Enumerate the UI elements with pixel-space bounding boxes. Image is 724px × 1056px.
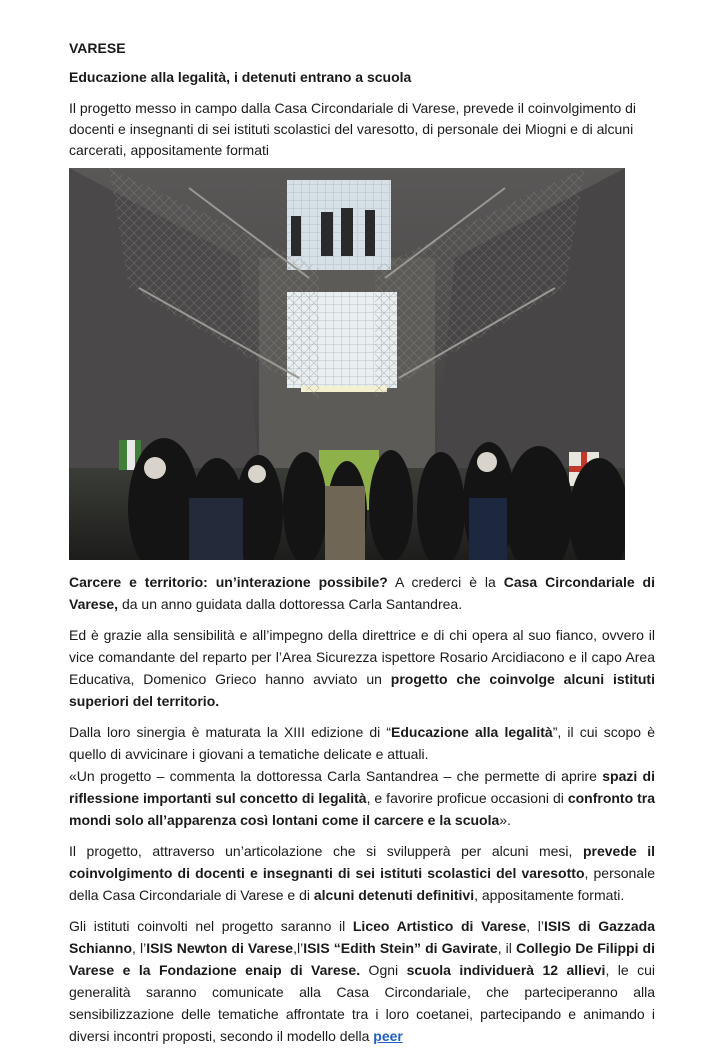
paragraph-1 <box>69 571 655 615</box>
paragraph-2 <box>69 624 655 712</box>
text-run-8: , il <box>497 940 516 956</box>
bold-run-9: Collegio De Filippi di Varese e la Fondazione enaip di Varese. <box>69 940 655 978</box>
paragraph-5 <box>69 915 655 1047</box>
article-lead: Il progetto messo in campo dalla Casa Circondariale di Varese, prevede il coinvolgimento di docenti e insegnanti di sei istituti scolastici del varesotto, di personale dei Miogni e di alcuni carcerati, appositamente formati <box>69 100 637 158</box>
text-run-3: da un anno guidata dalla dottoressa Carla Santandrea. <box>118 596 463 612</box>
peer-link[interactable]: peer <box>373 1028 403 1044</box>
bold-run-2: Casa Circondariale di Varese, <box>69 574 656 612</box>
bold-run-1: Liceo Artistico di Varese <box>352 918 527 934</box>
bold-run-0: Carcere e territorio: un’interazione possibile? <box>69 574 388 590</box>
bold-run-3: confronto tra mondi solo all’apparenza così lontani come il carcere e la scuola <box>69 790 655 828</box>
paragraph-4 <box>69 840 655 906</box>
text-run-0: Ed è grazie alla sensibilità e all’impegno della direttrice e di chi opera al suo fianco, ovvero il vice comandante del reparto per l’Area Sicurezza ispettore Rosario Arcidiacono e il capo Area Educativa, Domenico Grieco hanno avviato un <box>69 627 655 687</box>
text-run-0: Il progetto, attraverso un’articolazione che si svilupperà per alcuni mesi, <box>69 843 583 859</box>
text-run-10: Ogni <box>360 962 407 978</box>
text-run-4: ». <box>499 812 511 828</box>
text-run-2: , l’ <box>526 918 545 934</box>
text-run-0: Gli istituti coinvolti nel progetto saranno il <box>69 918 353 934</box>
text-run-6: ,l’ <box>293 940 304 956</box>
paragraph-3-quote <box>69 765 655 831</box>
bold-run-3: ISIS di Gazzada Schianno <box>69 918 656 956</box>
article-body <box>69 571 655 1056</box>
text-run-2: , personale della Casa Circondariale di Varese e di <box>69 865 655 903</box>
text-run-1: A crederci è la <box>387 574 504 590</box>
article-headline: Educazione alla legalità, i detenuti entrano a scuola <box>69 69 412 85</box>
paragraph-3 <box>69 721 655 765</box>
text-run-4: , appositamente formati. <box>474 887 625 903</box>
section-tag: VARESE <box>69 40 126 56</box>
text-run-2: , e favorire proficue occasioni di <box>366 790 568 806</box>
bold-run-1: spazi di riflessione importanti sul concetto di legalità <box>69 768 655 806</box>
text-run-2: ”, il cui scopo è quello di avvicinare i giovani a tematiche delicate e attuali. <box>69 724 655 762</box>
bold-run-7: ISIS “Edith Stein” di Gavirate <box>303 940 498 956</box>
article-header <box>69 40 655 170</box>
bold-run-3: alcuni detenuti definitivi <box>313 887 475 903</box>
bold-run-1: Educazione alla legalità <box>391 724 553 740</box>
bold-run-1: prevede il coinvolgimento di docenti e insegnanti di sei istituti scolastici del varesotto <box>69 843 655 881</box>
paragraph-5-text <box>69 918 655 1044</box>
bold-run-1: progetto che coinvolge alcuni istituti superiori del territorio. <box>69 671 655 709</box>
bold-run-11: scuola individuerà 12 allievi <box>406 962 606 978</box>
text-run-4: , l’ <box>132 940 147 956</box>
text-run-12: , le cui generalità saranno comunicate alla Casa Circondariale, che parteciperanno alla sensibilizzazione delle tematiche affrontate tra i loro coetanei, partecipando e animando i diversi incontri proposti, secondo il modello della <box>69 962 656 1044</box>
text-run-0: «Un progetto – commenta la dottoressa Carla Santandrea – che permette di aprire <box>69 768 603 784</box>
text-run-0: Dalla loro sinergia è maturata la XIII edizione di “ <box>69 724 392 740</box>
bold-run-5: ISIS Newton di Varese <box>146 940 294 956</box>
prison-corridor-photo <box>69 168 625 560</box>
